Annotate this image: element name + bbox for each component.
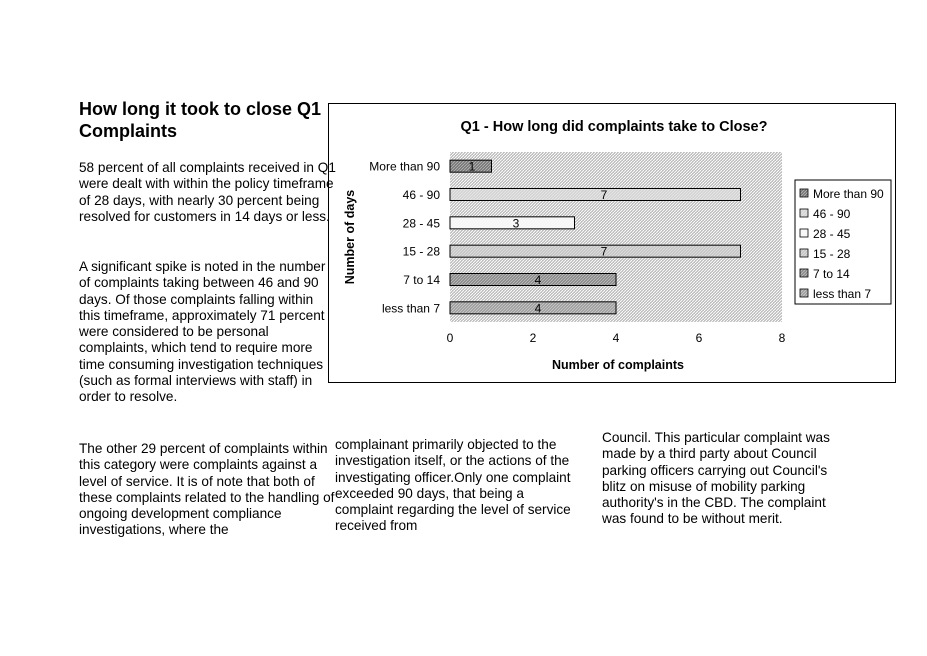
paragraph-policy-timeframe: 58 percent of all complaints received in Q1 were dealt with within the policy timeframe of 28 days, with nearly 30 percent being resolved for customers in 14 days or less. xyxy=(79,160,336,224)
data-label: 3 xyxy=(512,216,520,231)
legend-swatch xyxy=(800,229,808,237)
bar-46-90 xyxy=(450,189,741,201)
y-tick-label: 15 - 28 xyxy=(402,244,440,259)
x-axis-label: Number of complaints xyxy=(552,358,684,372)
data-label: 7 xyxy=(600,244,608,259)
bar-7-to-14 xyxy=(450,274,616,286)
paragraph-spike: A significant spike is noted in the number of complaints taking between 46 and 90 days. Of those complaints falling within this timeframe, approximately 71 percent were considered to be personal complaints, which tend to require more time consuming investigation techniques (such as formal interviews with staff) in order to resolve. xyxy=(79,259,326,405)
bar-less-than-7 xyxy=(450,302,616,314)
x-tick-label: 6 xyxy=(695,331,703,345)
legend-swatch xyxy=(800,209,808,217)
bar-chart xyxy=(329,104,897,384)
y-tick-label: 46 - 90 xyxy=(402,188,440,202)
legend-swatch xyxy=(800,249,808,257)
legend-entry: 15 - 28 xyxy=(813,247,851,261)
y-tick-label: 28 - 45 xyxy=(402,216,440,231)
x-tick-label: 0 xyxy=(446,331,454,345)
data-label: 4 xyxy=(534,273,542,287)
chart-title: Q1 - How long did complaints take to Close? xyxy=(460,119,768,135)
x-tick-label: 4 xyxy=(612,331,620,345)
legend-entry: 28 - 45 xyxy=(813,227,851,241)
legend-entry: less than 7 xyxy=(813,287,872,301)
section-heading: How long it took to close Q1 Complaints xyxy=(79,99,322,141)
chart-container xyxy=(328,103,896,383)
bar-15-28 xyxy=(450,245,741,257)
legend-entry: 7 to 14 xyxy=(813,267,850,281)
paragraph-parking-complaint: Council. This particular complaint was made by a third party about Council parking officers carrying out Council's blitz on misuse of mobility parking authority's in the CBD. The complaint was found to be without merit. xyxy=(602,430,830,527)
paragraph-level-of-service: The other 29 percent of complaints within this category were complaints against a level of service. It is of note that both of these complaints related to the handling of ongoing development compliance investigations, where the xyxy=(79,441,335,538)
y-axis-label: Number of days xyxy=(343,189,357,285)
legend-swatch xyxy=(800,269,808,277)
data-label: 7 xyxy=(600,188,608,202)
x-tick-label: 2 xyxy=(529,331,537,345)
legend-swatch xyxy=(800,189,808,197)
legend-entry: More than 90 xyxy=(813,187,884,201)
y-tick-label: less than 7 xyxy=(381,301,440,316)
data-label: 4 xyxy=(534,301,542,316)
x-tick-label: 8 xyxy=(778,331,786,345)
y-tick-label: More than 90 xyxy=(369,159,440,174)
y-tick-label: 7 to 14 xyxy=(403,273,440,287)
paragraph-investigation: complainant primarily objected to the investigation itself, or the actions of the investigating officer.Only one complaint exceeded 90 days, that being a complaint regarding the level of service received from xyxy=(335,437,571,534)
data-label: 1 xyxy=(468,159,476,174)
legend-entry: 46 - 90 xyxy=(813,207,851,221)
plot-area xyxy=(450,152,782,322)
legend-swatch xyxy=(800,289,808,297)
